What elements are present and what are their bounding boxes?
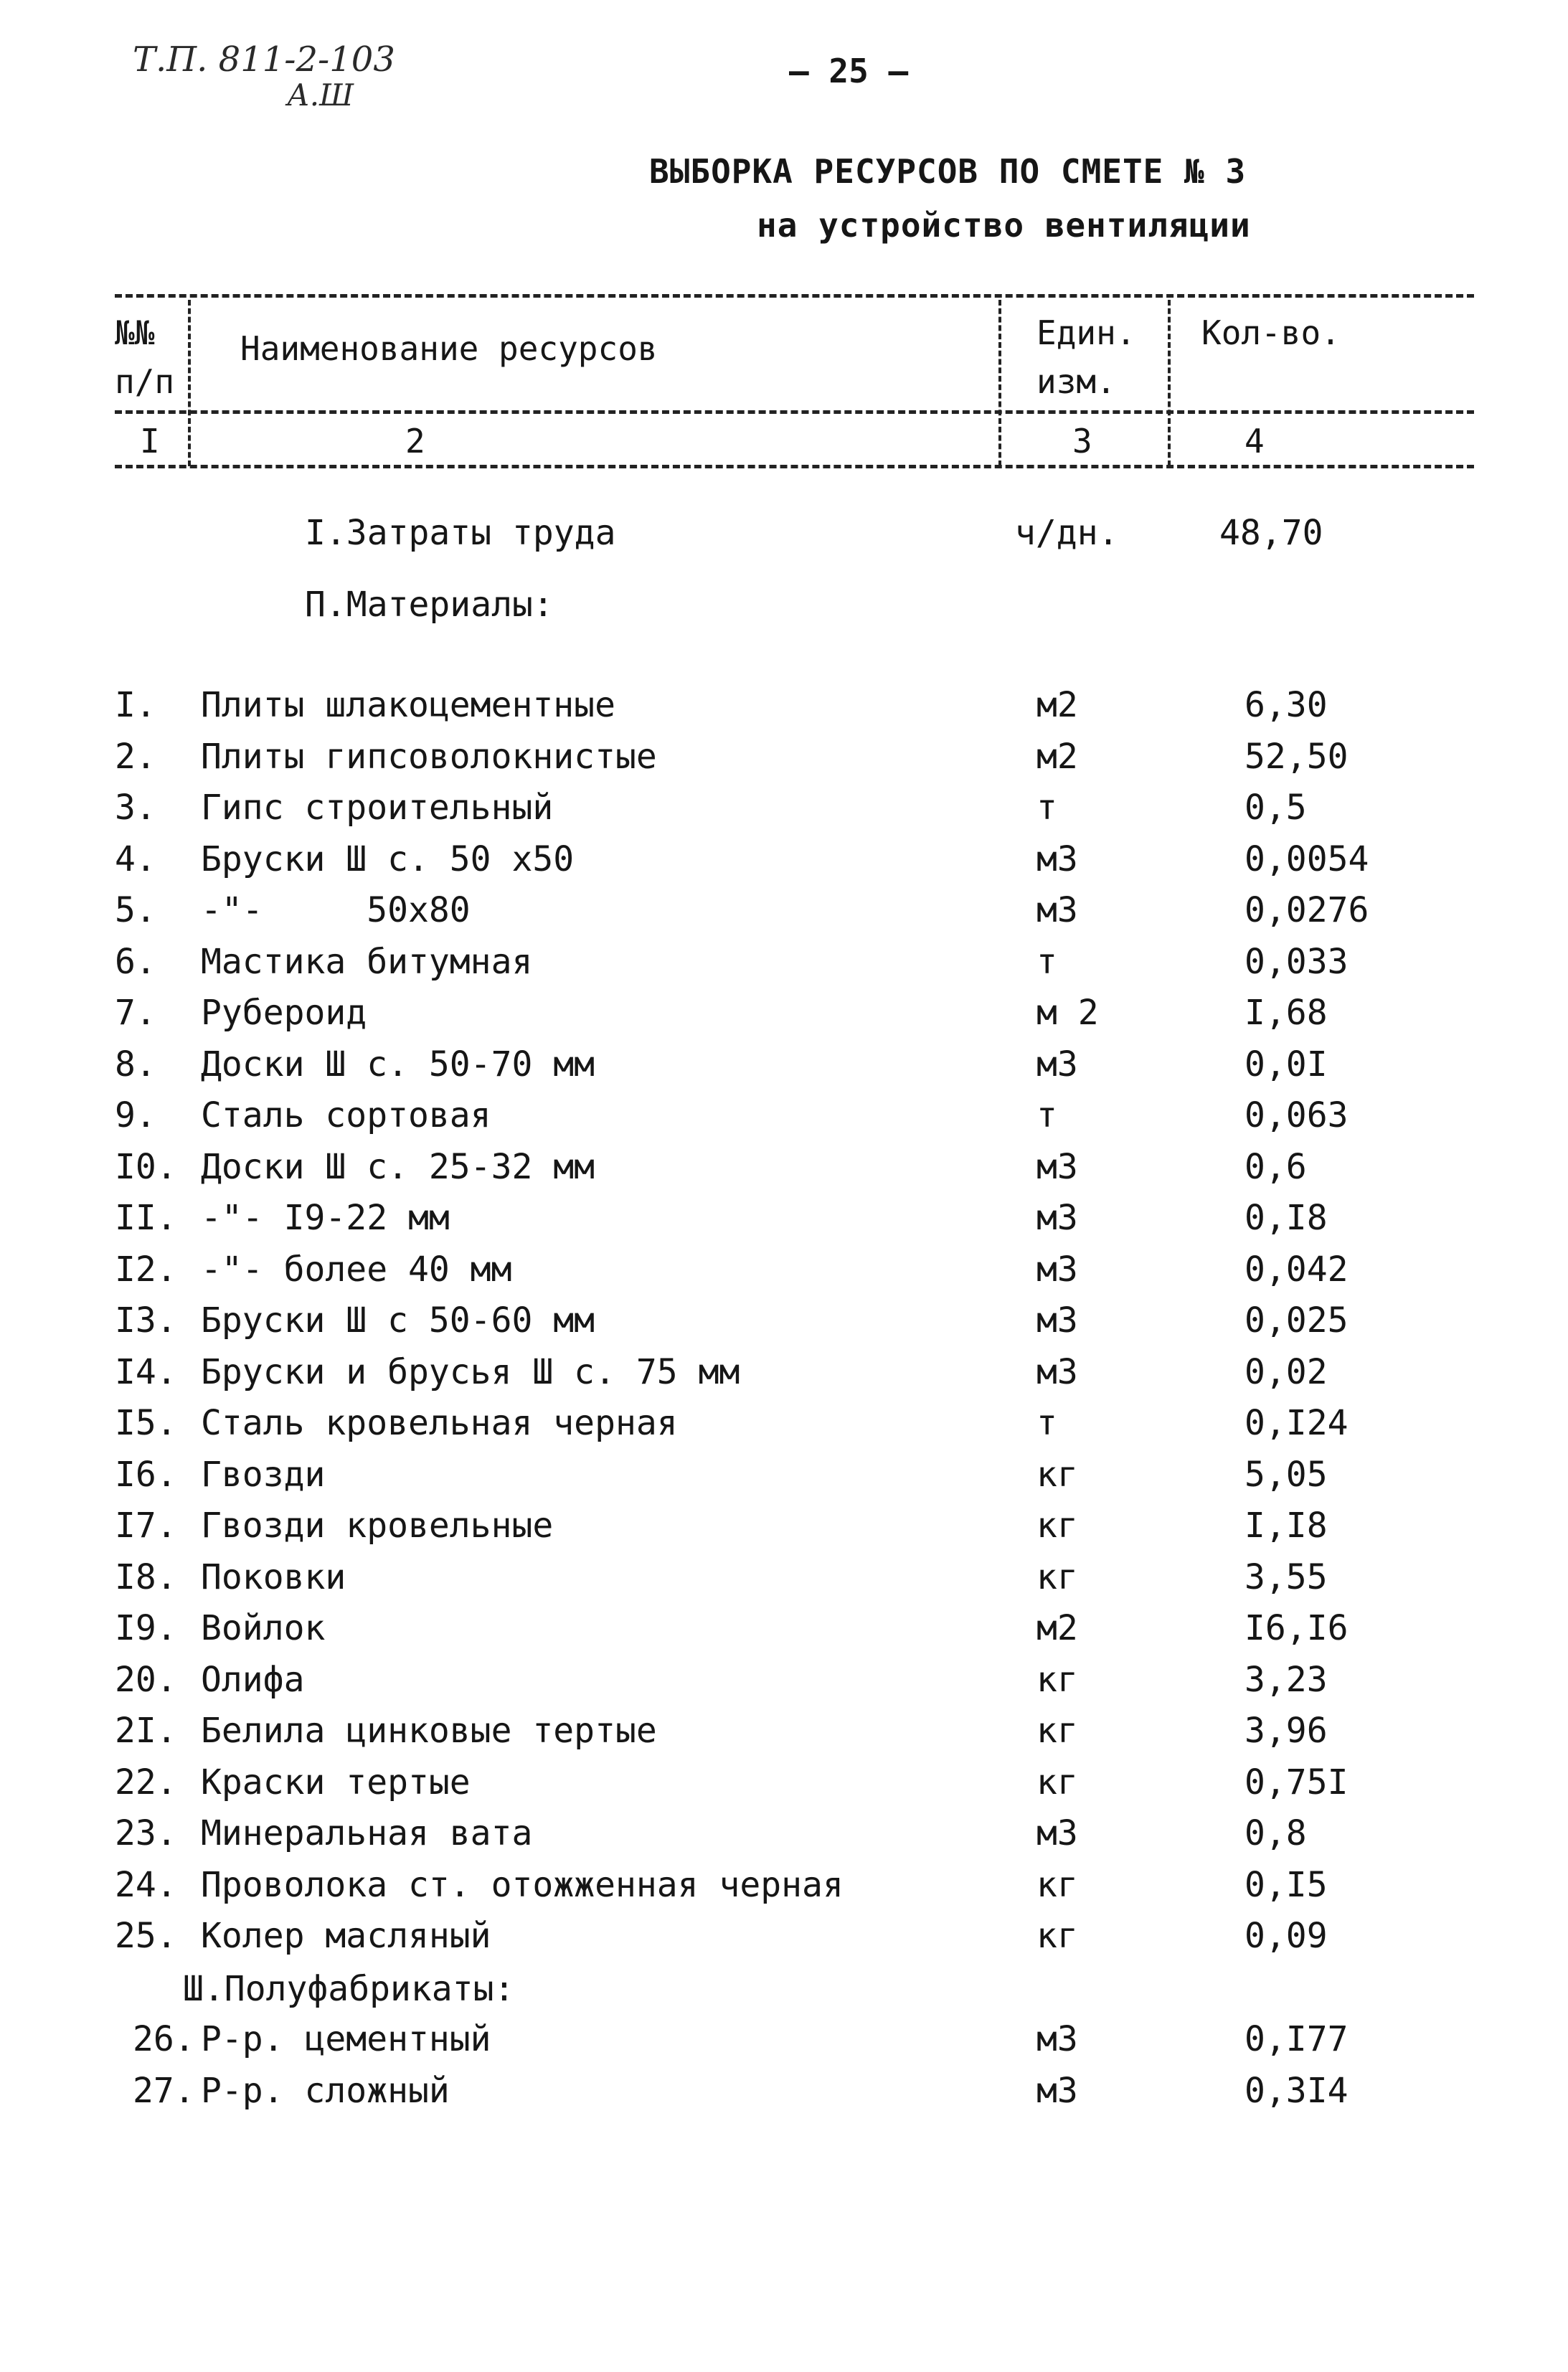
row-qty: 0,75I bbox=[1245, 1762, 1349, 1802]
row-qty: I,68 bbox=[1245, 993, 1328, 1033]
row-name: Войлок bbox=[201, 1608, 326, 1648]
row-number: 26. bbox=[133, 2019, 195, 2059]
row-qty: 3,96 bbox=[1245, 1711, 1328, 1751]
row-qty: 0,I77 bbox=[1245, 2019, 1349, 2059]
row-number: I8. bbox=[115, 1556, 177, 1597]
row-unit: кг bbox=[1036, 1454, 1078, 1495]
col-header-unit-line1: Един. bbox=[1036, 313, 1136, 352]
col-header-name: Наименование ресурсов bbox=[240, 329, 658, 368]
row-unit: т bbox=[1036, 1095, 1057, 1135]
row-name: -"- более 40 мм bbox=[201, 1249, 512, 1290]
row-name: Сталь кровельная черная bbox=[201, 1403, 678, 1443]
row-number: 3. bbox=[115, 788, 156, 828]
row-qty: 0,0I bbox=[1245, 1044, 1328, 1085]
row-number: 2I. bbox=[115, 1711, 177, 1751]
row-name: Рубероид bbox=[201, 993, 367, 1033]
row-unit: кг bbox=[1036, 1506, 1078, 1546]
row-unit: кг bbox=[1036, 1556, 1078, 1597]
row-unit: м3 bbox=[1036, 1198, 1078, 1238]
table-row bbox=[0, 1603, 1568, 1653]
row-name: Доски Ш с. 50-70 мм bbox=[201, 1044, 595, 1085]
row-unit: м2 bbox=[1036, 1608, 1078, 1648]
row-number: 23. bbox=[115, 1813, 177, 1853]
row-qty: 0,8 bbox=[1245, 1813, 1307, 1853]
materials-heading: П.Материалы: bbox=[305, 585, 554, 625]
table-row bbox=[0, 1398, 1568, 1448]
page-number: – 25 – bbox=[789, 52, 909, 90]
row-name: Бруски Ш с 50-60 мм bbox=[201, 1300, 595, 1341]
col-header-qty: Кол-во. bbox=[1201, 313, 1341, 352]
table-top-rule bbox=[115, 294, 1474, 298]
row-name: Гипс строительный bbox=[201, 788, 554, 828]
row-unit: т bbox=[1036, 1403, 1057, 1443]
row-qty: 0,I8 bbox=[1245, 1198, 1328, 1238]
row-unit: м3 bbox=[1036, 2019, 1078, 2059]
row-qty: I6,I6 bbox=[1245, 1608, 1349, 1648]
row-name: Бруски и брусья Ш с. 75 мм bbox=[201, 1351, 740, 1392]
row-number: I3. bbox=[115, 1300, 177, 1341]
row-name: Гвозди bbox=[201, 1454, 326, 1495]
col-divider-2 bbox=[998, 300, 1001, 466]
row-name: Плиты шлакоцементные bbox=[201, 685, 615, 725]
row-qty: 3,23 bbox=[1245, 1659, 1328, 1700]
row-unit: м3 bbox=[1036, 1044, 1078, 1085]
row-qty: 52,50 bbox=[1245, 736, 1349, 777]
row-number: 25. bbox=[115, 1916, 177, 1956]
row-unit: м3 bbox=[1036, 1351, 1078, 1392]
row-name: Бруски Ш с. 50 х50 bbox=[201, 838, 575, 879]
row-qty: 3,55 bbox=[1245, 1556, 1328, 1597]
row-qty: 5,05 bbox=[1245, 1454, 1328, 1495]
row-unit: кг bbox=[1036, 1864, 1078, 1905]
labor-row bbox=[0, 508, 1568, 558]
row-qty: 0,042 bbox=[1245, 1249, 1349, 1290]
row-unit: м3 bbox=[1036, 2070, 1078, 2111]
row-number: I. bbox=[115, 685, 156, 725]
row-unit: м3 bbox=[1036, 1300, 1078, 1341]
row-number: I6. bbox=[115, 1454, 177, 1495]
table-row bbox=[0, 732, 1568, 782]
row-qty: 0,0054 bbox=[1245, 838, 1369, 879]
row-qty: 6,30 bbox=[1245, 685, 1328, 725]
table-row bbox=[0, 1552, 1568, 1602]
row-name: -"- I9-22 мм bbox=[201, 1198, 450, 1238]
row-name: Проволока ст. отожженная черная bbox=[201, 1864, 844, 1905]
row-unit: м3 bbox=[1036, 1249, 1078, 1290]
table-row bbox=[0, 988, 1568, 1038]
row-unit: м3 bbox=[1036, 890, 1078, 930]
row-unit: кг bbox=[1036, 1762, 1078, 1802]
table-row bbox=[0, 680, 1568, 730]
row-unit: м3 bbox=[1036, 1813, 1078, 1853]
row-number: 24. bbox=[115, 1864, 177, 1905]
labor-qty: 48,70 bbox=[1219, 513, 1323, 553]
row-name: Р-р. сложный bbox=[201, 2070, 450, 2111]
row-unit: м3 bbox=[1036, 838, 1078, 879]
table-row bbox=[0, 885, 1568, 935]
row-qty: 0,033 bbox=[1245, 941, 1349, 982]
table-row bbox=[0, 1090, 1568, 1140]
row-number: 7. bbox=[115, 993, 156, 1033]
row-unit: кг bbox=[1036, 1659, 1078, 1700]
row-name: Р-р. цементный bbox=[201, 2019, 491, 2059]
labor-unit: ч/дн. bbox=[1015, 513, 1119, 553]
col-header-num-line1: №№ bbox=[115, 313, 155, 352]
row-qty: 0,09 bbox=[1245, 1916, 1328, 1956]
row-unit: кг bbox=[1036, 1916, 1078, 1956]
row-unit: м2 bbox=[1036, 685, 1078, 725]
row-number: I4. bbox=[115, 1351, 177, 1392]
row-name: Гвозди кровельные bbox=[201, 1506, 554, 1546]
table-header-rule bbox=[115, 410, 1474, 414]
row-number: I2. bbox=[115, 1249, 177, 1290]
row-number: 5. bbox=[115, 890, 156, 930]
row-name: Мастика битумная bbox=[201, 941, 533, 982]
row-name: Минеральная вата bbox=[201, 1813, 533, 1853]
row-name: Сталь сортовая bbox=[201, 1095, 491, 1135]
row-number: II. bbox=[115, 1198, 177, 1238]
row-name: Краски тертые bbox=[201, 1762, 471, 1802]
row-qty: 0,0276 bbox=[1245, 890, 1369, 930]
table-row bbox=[0, 1808, 1568, 1858]
row-number: I0. bbox=[115, 1146, 177, 1187]
table-row bbox=[0, 1757, 1568, 1808]
table-row bbox=[0, 1347, 1568, 1397]
row-qty: 0,I5 bbox=[1245, 1864, 1328, 1905]
col-divider-3 bbox=[1168, 300, 1171, 466]
row-name: Доски Ш с. 25-32 мм bbox=[201, 1146, 595, 1187]
row-number: I7. bbox=[115, 1506, 177, 1546]
col-header-num-line2: п/п bbox=[115, 362, 175, 401]
col-number-4: 4 bbox=[1245, 422, 1265, 460]
row-unit: кг bbox=[1036, 1711, 1078, 1751]
labor-name: I.Затраты труда bbox=[305, 513, 616, 553]
col-number-1: I bbox=[140, 422, 160, 460]
semi-heading: Ш.Полуфабрикаты: bbox=[183, 1969, 515, 2009]
table-row bbox=[0, 1142, 1568, 1192]
row-number: 20. bbox=[115, 1659, 177, 1700]
table-row bbox=[0, 1655, 1568, 1705]
row-qty: 0,3I4 bbox=[1245, 2070, 1349, 2111]
row-number: 9. bbox=[115, 1095, 156, 1135]
row-qty: 0,063 bbox=[1245, 1095, 1349, 1135]
row-qty: 0,5 bbox=[1245, 788, 1307, 828]
row-qty: 0,02 bbox=[1245, 1351, 1328, 1392]
row-qty: 0,I24 bbox=[1245, 1403, 1349, 1443]
row-unit: т bbox=[1036, 941, 1057, 982]
row-name: Белила цинковые тертые bbox=[201, 1711, 657, 1751]
row-number: 2. bbox=[115, 736, 156, 777]
table-row bbox=[0, 937, 1568, 987]
table-row bbox=[0, 783, 1568, 833]
table-row bbox=[0, 1193, 1568, 1243]
row-unit: м 2 bbox=[1036, 993, 1099, 1033]
row-qty: 0,6 bbox=[1245, 1146, 1307, 1187]
col-header-unit-line2: изм. bbox=[1036, 362, 1116, 401]
row-name: -"- 50х80 bbox=[201, 890, 471, 930]
table-row bbox=[0, 1039, 1568, 1090]
table-colnum-rule bbox=[115, 465, 1474, 468]
doc-album: А.Ш bbox=[287, 77, 354, 113]
row-number: 6. bbox=[115, 941, 156, 982]
row-number: I5. bbox=[115, 1403, 177, 1443]
row-number: 4. bbox=[115, 838, 156, 879]
col-number-2: 2 bbox=[405, 422, 425, 460]
row-name: Поковки bbox=[201, 1556, 346, 1597]
row-number: 22. bbox=[115, 1762, 177, 1802]
table-row bbox=[0, 1911, 1568, 1961]
row-unit: т bbox=[1036, 788, 1057, 828]
row-name: Олифа bbox=[201, 1659, 305, 1700]
row-unit: м2 bbox=[1036, 736, 1078, 777]
table-row bbox=[0, 1860, 1568, 1910]
table-row bbox=[0, 1501, 1568, 1551]
row-number: I9. bbox=[115, 1608, 177, 1648]
table-row bbox=[0, 834, 1568, 884]
table-row bbox=[0, 1244, 1568, 1295]
row-unit: м3 bbox=[1036, 1146, 1078, 1187]
row-qty: I,I8 bbox=[1245, 1506, 1328, 1546]
table-row bbox=[0, 1295, 1568, 1346]
row-number: 8. bbox=[115, 1044, 156, 1085]
doc-code: Т.П. 811-2-103 bbox=[133, 39, 395, 80]
row-number: 27. bbox=[133, 2070, 195, 2111]
col-number-3: 3 bbox=[1072, 422, 1092, 460]
table-row bbox=[0, 2014, 1568, 2064]
col-divider-1 bbox=[188, 300, 191, 466]
row-qty: 0,025 bbox=[1245, 1300, 1349, 1341]
page-title: ВЫБОРКА РЕСУРСОВ ПО СМЕТЕ № 3 bbox=[649, 152, 1247, 191]
row-name: Плиты гипсоволокнистые bbox=[201, 736, 657, 777]
table-row bbox=[0, 1450, 1568, 1500]
table-row bbox=[0, 2066, 1568, 2116]
row-name: Колер масляный bbox=[201, 1916, 491, 1956]
page-subtitle: на устройство вентиляции bbox=[757, 206, 1251, 245]
table-row bbox=[0, 1706, 1568, 1756]
